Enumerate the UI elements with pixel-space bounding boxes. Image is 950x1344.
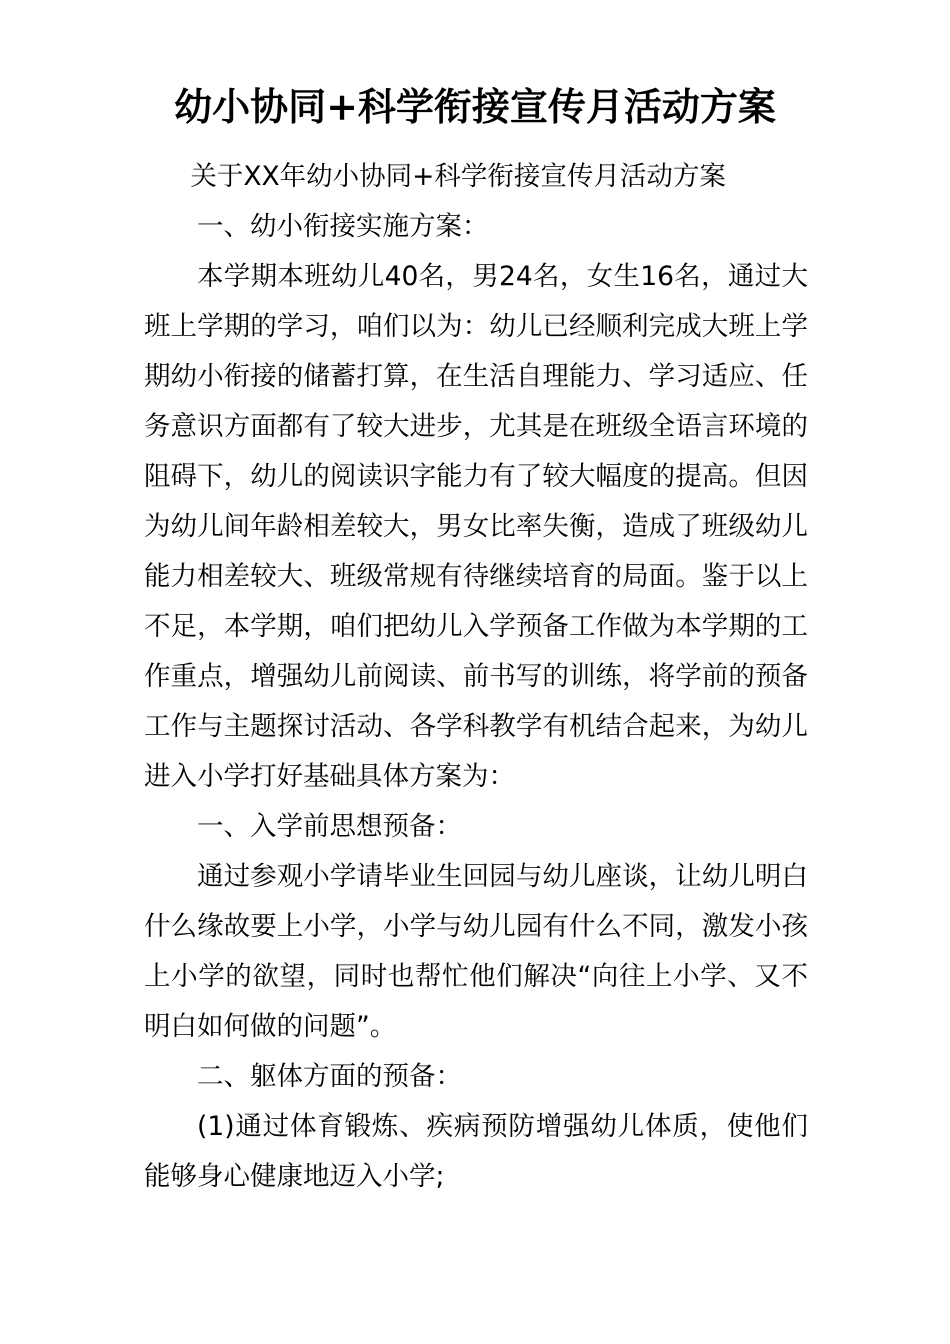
document-title: 幼小协同+科学衔接宣传月活动方案 [174, 84, 776, 129]
paragraph-class-overview: 本学期本班幼儿40名，男24名，女生16名，通过大班上学期的学习，咱们以为：幼儿已经顺利完成大班上学期幼小衔接的储蓄打算，在生活自理能力、学习适应、任务意识方面都有了较大进步，尤其是在班级全语言环境的阻碍下，幼儿的阅读识字能力有了较大幅度的提高。但因为幼儿间年龄相差较大，男女比率失衡，造成了班级幼儿能力相差较大、班级常规有待继续培育的局面。鉴于以上不足，本学期，咱们把幼儿入学预备工作做为本学期的工作重点，增强幼儿前阅读、前书写的训练，将学前的预备工作与主题探讨活动、各学科教学有机结合起来，为幼儿进入小学打好基础具体方案为： [144, 261, 808, 792]
section-heading-implementation-plan: 一、幼小衔接实施方案： [197, 211, 489, 242]
paragraph-physical-item-1: (1)通过体育锻炼、疾病预防增强幼儿体质，使他们能够身心健康地迈入小学; [144, 1111, 808, 1192]
section-heading-mental-preparation: 一、入学前思想预备： [197, 811, 462, 842]
section-heading-physical-preparation: 二、躯体方面的预备： [197, 1061, 462, 1092]
paragraph-mental-preparation: 通过参观小学请毕业生回园与幼儿座谈，让幼儿明白什么缘故要上小学，小学与幼儿园有什么不同，激发小孩上小学的欲望，同时也帮忙他们解决“向往上小学、又不明白如何做的问题”。 [144, 861, 808, 1042]
document-subtitle: 关于XX年幼小协同+科学衔接宣传月活动方案 [190, 161, 726, 192]
document-body [144, 152, 808, 1202]
